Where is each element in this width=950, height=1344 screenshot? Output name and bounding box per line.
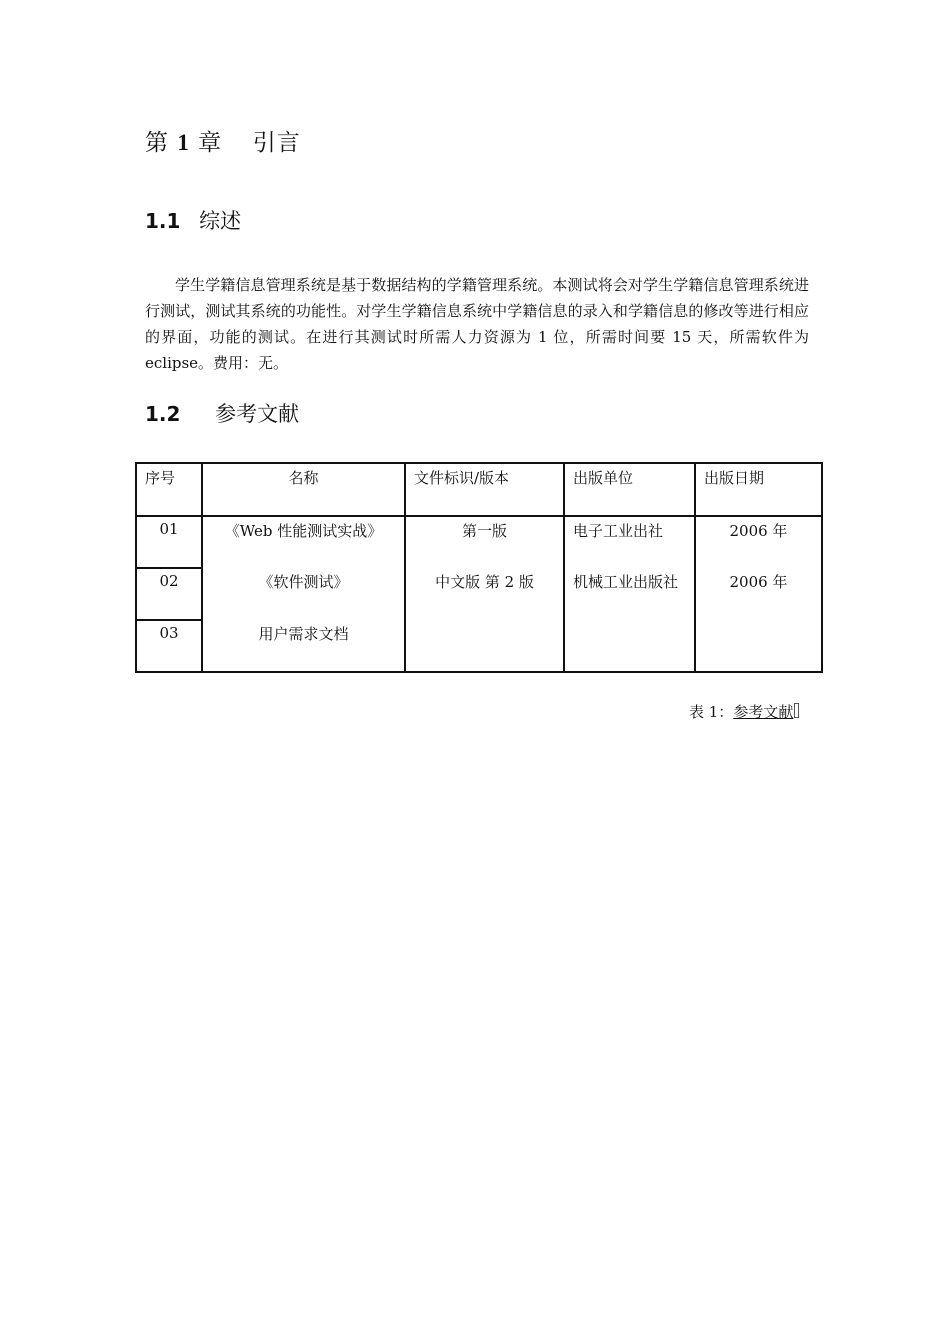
header-cell-version: 文件标识/版本	[405, 463, 564, 516]
overview-paragraph: 学生学籍信息管理系统是基于数据结构的学籍管理系统。本测试将会对学生学籍信息管理系统进行测试，测试其系统的功能性。对学生学籍信息系统中学籍信息的录入和学籍信息的修改等进行相应的界面，功能的测试。在进行其测试时所需人力资源为 1 位，所需时间要 15 天，所需软件为 eclipse。费用：无。	[145, 276, 809, 372]
section-title: 参考文献	[215, 402, 300, 426]
table-header-row	[136, 463, 822, 516]
header-cell-date: 出版日期	[695, 463, 822, 516]
chapter-heading	[145, 124, 301, 157]
caption-link[interactable]: 参考文献	[733, 703, 794, 721]
chapter-prefix: 第	[145, 130, 169, 156]
row-name: 《Web 性能测试实战》	[202, 516, 405, 568]
caption-label: 表 1：	[689, 703, 734, 721]
row-version: 中文版 第 2 版	[405, 568, 564, 620]
table-caption	[689, 701, 799, 722]
bookmark-marker-icon	[794, 703, 799, 718]
chapter-suffix: 章	[198, 130, 223, 156]
row-name: 用户需求文档	[202, 620, 405, 672]
section-title: 综述	[199, 209, 242, 233]
chapter-title: 引言	[252, 130, 301, 156]
header-cell-no: 序号	[136, 463, 202, 516]
row-no: 02	[136, 568, 202, 620]
table-row	[136, 620, 822, 672]
section-number: 1.1	[145, 209, 181, 233]
table-row	[136, 516, 822, 568]
row-version: 第一版	[405, 516, 564, 568]
section-number: 1.2	[145, 402, 181, 426]
row-publisher: 电子工业出社	[564, 516, 695, 568]
row-publisher	[564, 620, 695, 672]
header-cell-publisher: 出版单位	[564, 463, 695, 516]
row-date: 2006 年	[695, 568, 822, 620]
section-heading-overview	[145, 205, 241, 235]
row-date: 2006 年	[695, 516, 822, 568]
row-publisher: 机械工业出版社	[564, 568, 695, 620]
section-heading-references	[145, 398, 299, 428]
row-date	[695, 620, 822, 672]
row-no: 03	[136, 620, 202, 672]
header-cell-name: 名称	[202, 463, 405, 516]
table-row	[136, 568, 822, 620]
row-version	[405, 620, 564, 672]
row-name: 《软件测试》	[202, 568, 405, 620]
references-table	[135, 462, 823, 673]
row-no: 01	[136, 516, 202, 568]
chapter-number: 1	[177, 130, 190, 155]
